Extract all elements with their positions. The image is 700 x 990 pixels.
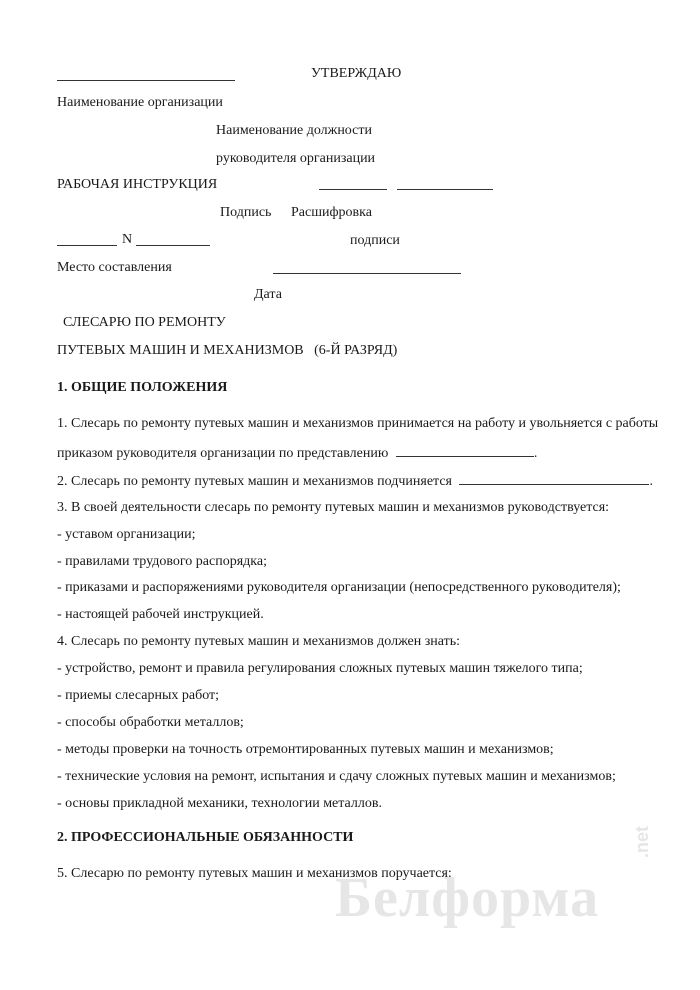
paragraph-1-line-1: 1. Слесарь по ремонту путевых машин и механизмов принимается на работу и увольняется с работы <box>57 416 659 431</box>
date-line <box>273 273 461 274</box>
paragraph-4: 4. Слесарь по ремонту путевых машин и механизмов должен знать: <box>57 634 461 649</box>
section-1-heading: 1. ОБЩИЕ ПОЛОЖЕНИЯ <box>57 380 228 395</box>
list-item: - приказами и распоряжениями руководителя организации (непосредственного руководителя); <box>57 580 621 595</box>
watermark-logo: Белформа <box>335 867 600 929</box>
list-item: - правилами трудового распорядка; <box>57 554 267 569</box>
list-item: - способы обработки металлов; <box>57 715 244 730</box>
watermark-suffix: .net <box>632 825 652 858</box>
list-item: - основы прикладной механики, технологии металлов. <box>57 796 382 811</box>
period: . <box>533 446 538 461</box>
paragraph-1-line-2 <box>57 444 537 462</box>
representation-blank <box>396 444 534 457</box>
signature-label: Подпись <box>220 205 272 220</box>
title-line-1: СЛЕСАРЮ ПО РЕМОНТУ <box>63 315 226 330</box>
org-name-line <box>57 80 235 81</box>
signature-line <box>319 189 387 190</box>
list-item: - методы проверки на точность отремонтированных путевых машин и механизмов; <box>57 742 554 757</box>
position-label-2: руководителя организации <box>216 151 376 166</box>
list-item: - технические условия на ремонт, испытания и сдачу сложных путевых машин и механизмов; <box>57 769 616 784</box>
list-item: - устройство, ремонт и правила регулирования сложных путевых машин тяжелого типа; <box>57 661 583 676</box>
paragraph-5: 5. Слесарю по ремонту путевых машин и механизмов поручается: <box>57 866 452 881</box>
title-line-2: ПУТЕВЫХ МАШИН И МЕХАНИЗМОВ (6-Й РАЗРЯД) <box>57 343 398 358</box>
list-item: - настоящей рабочей инструкцией. <box>57 607 264 622</box>
position-label-1: Наименование должности <box>216 123 372 138</box>
doc-number-line-2 <box>136 245 210 246</box>
list-item: - уставом организации; <box>57 527 196 542</box>
list-item: - приемы слесарных работ; <box>57 688 220 703</box>
decryption-label-2: подписи <box>350 233 400 248</box>
paragraph-2-text: 2. Слесарь по ремонту путевых машин и механизмов подчиняется <box>57 474 452 489</box>
decryption-label: Расшифровка <box>291 205 372 220</box>
approve-label: УТВЕРЖДАЮ <box>311 66 402 81</box>
paragraph-2 <box>57 472 653 490</box>
subordinate-blank <box>459 472 649 485</box>
decryption-line <box>397 189 493 190</box>
number-sign: N <box>122 232 133 247</box>
paragraph-3: 3. В своей деятельности слесарь по ремонту путевых машин и механизмов руководствуется: <box>57 500 610 515</box>
doc-type: РАБОЧАЯ ИНСТРУКЦИЯ <box>57 177 218 192</box>
paragraph-1-text: приказом руководителя организации по представлению <box>57 446 389 461</box>
date-label: Дата <box>254 287 282 302</box>
period: . <box>649 474 653 489</box>
section-2-heading: 2. ПРОФЕССИОНАЛЬНЫЕ ОБЯЗАННОСТИ <box>57 830 354 845</box>
org-name-label: Наименование организации <box>57 95 223 110</box>
place-label: Место составления <box>57 260 172 275</box>
doc-number-line-1 <box>57 245 117 246</box>
